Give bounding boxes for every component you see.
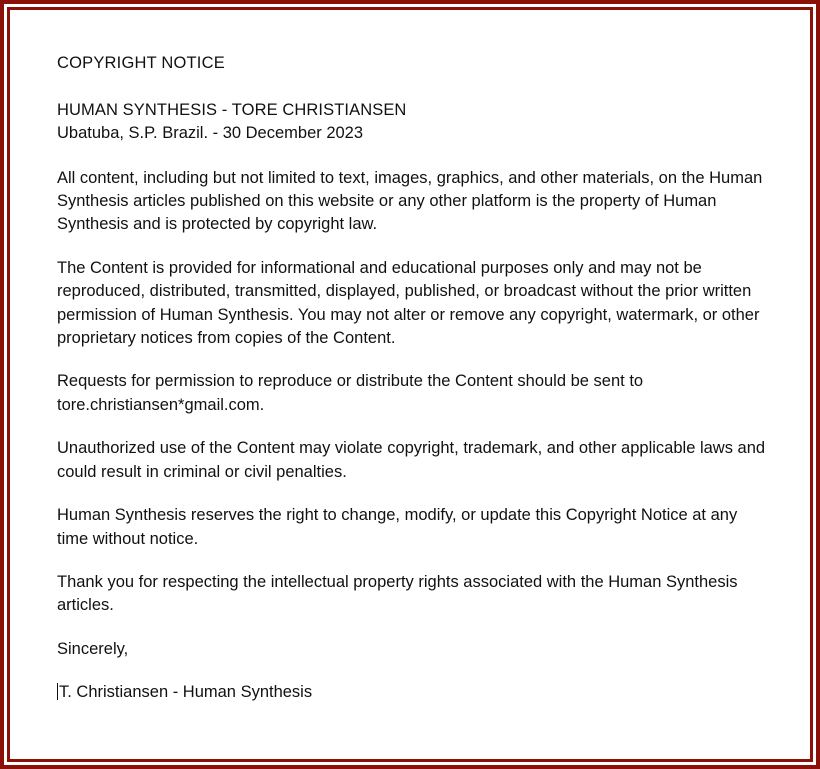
document-sheet bbox=[10, 10, 810, 759]
page-title: COPYRIGHT NOTICE bbox=[57, 54, 225, 72]
signature-text: T. Christiansen - Human Synthesis bbox=[59, 683, 313, 702]
signature-line bbox=[57, 681, 766, 704]
byline-author: HUMAN SYNTHESIS - TORE CHRISTIANSEN bbox=[57, 101, 407, 119]
paragraph-usage-restrictions: The Content is provided for informational and educational purposes only and may not be reproduced, distributed, transmitted, displayed, published, or broadcast without the prior written permission of Human Synthesis. You may not alter or remove any copyright, watermark, or other proprietary notices from copies of the Content. bbox=[57, 258, 760, 348]
paragraph-unauthorized-use: Unauthorized use of the Content may violate copyright, trademark, and other applicable laws and could result in criminal or civil penalties. bbox=[57, 439, 766, 481]
byline-location-date: Ubatuba, S.P. Brazil. - 30 December 2023 bbox=[57, 123, 364, 142]
closing-salutation: Sincerely, bbox=[57, 639, 129, 658]
paragraph-notice-changes: Human Synthesis reserves the right to change, modify, or update this Copyright Notice at any time without notice. bbox=[57, 506, 738, 548]
paragraph-thank-you: Thank you for respecting the intellectual property rights associated with the Human Synthesis articles. bbox=[57, 573, 738, 615]
byline bbox=[57, 99, 766, 145]
document-inner-border bbox=[4, 4, 816, 765]
text-cursor-caret bbox=[57, 683, 58, 700]
paragraph-permission-requests: Requests for permission to reproduce or distribute the Content should be sent to tore.christiansen*gmail.com. bbox=[57, 372, 644, 414]
paragraph-content-ownership: All content, including but not limited to text, images, graphics, and other materials, on the Human Synthesis articles published on this website or any other platform is the property of Human Synthesis and is protected by copyright law. bbox=[57, 168, 763, 234]
